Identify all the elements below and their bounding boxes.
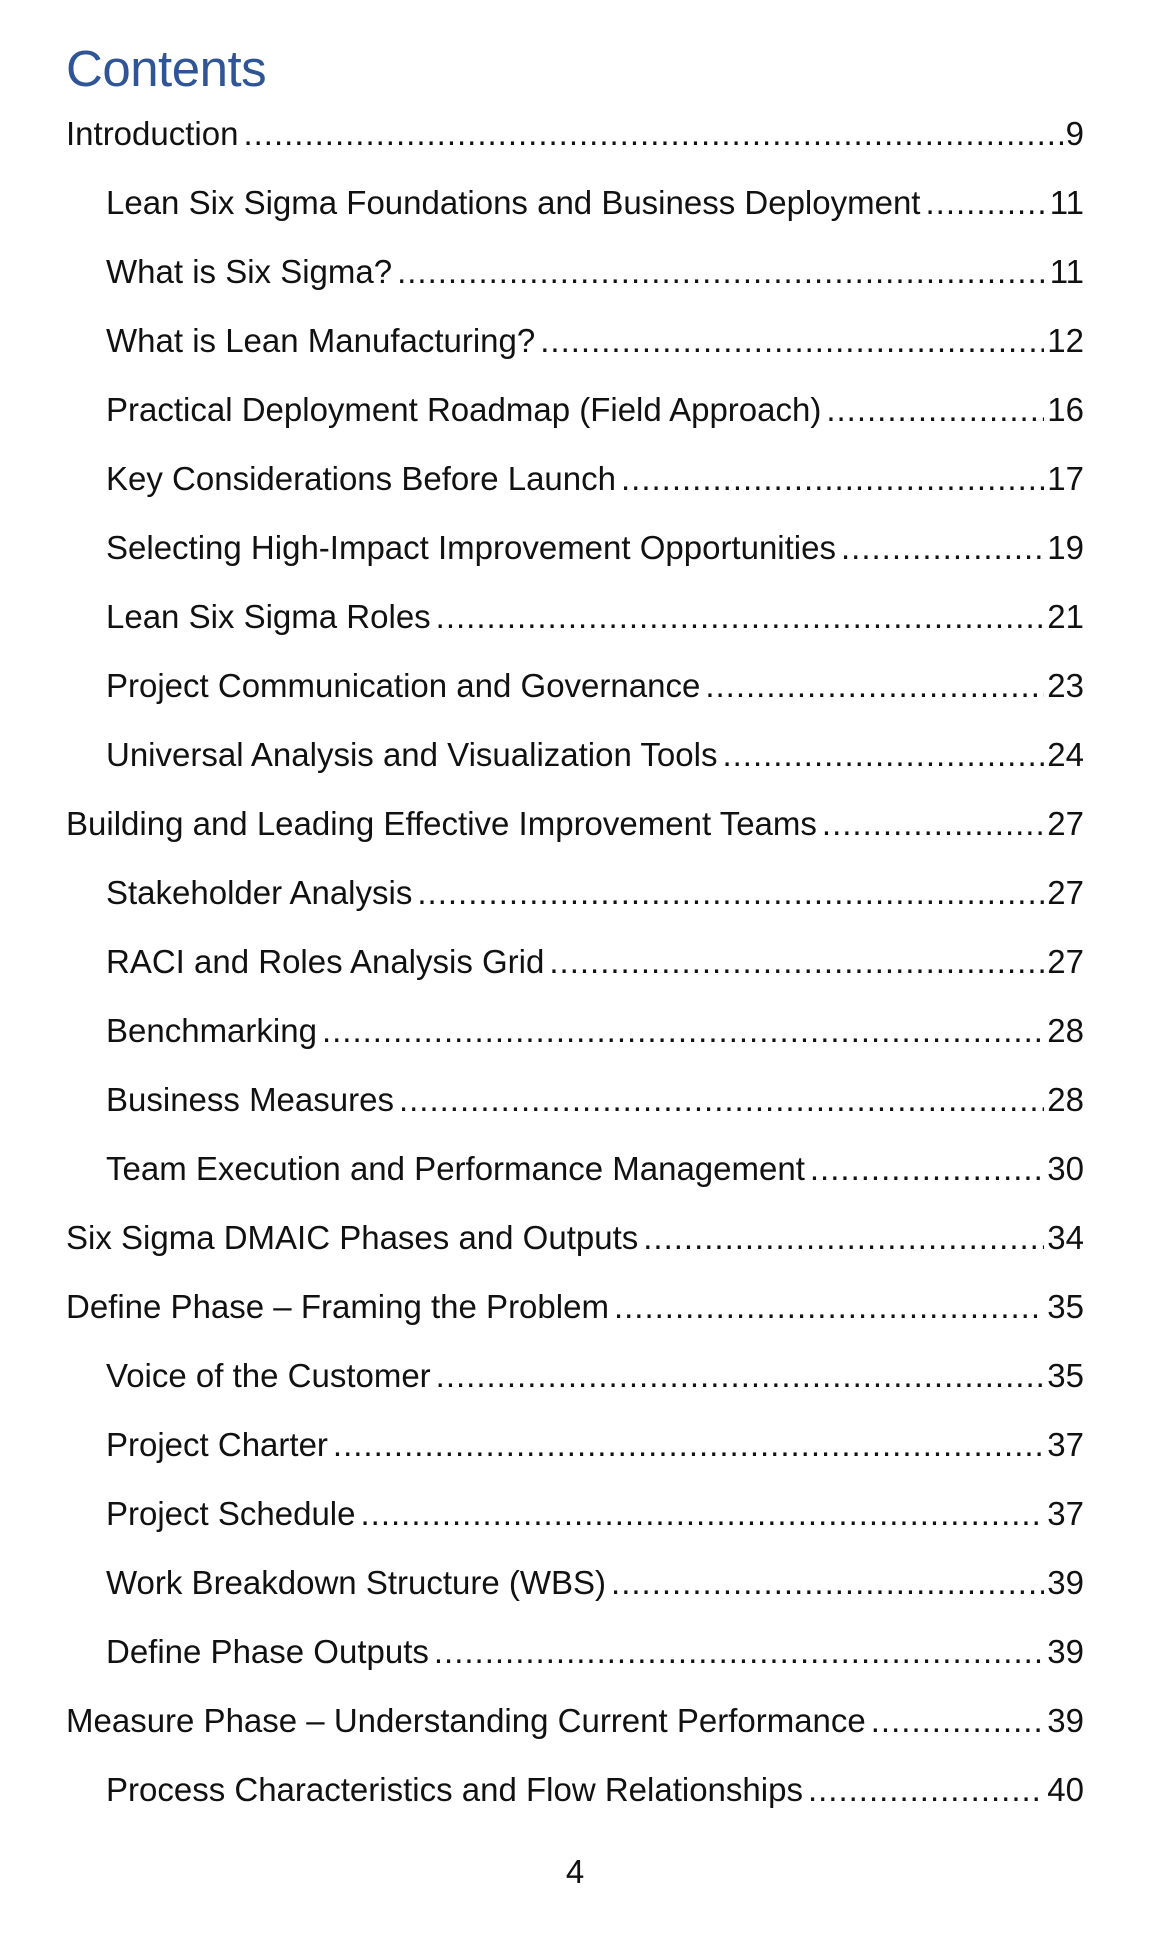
toc-entry-page: 28 bbox=[1047, 1012, 1084, 1049]
toc-dot-leader bbox=[822, 793, 1044, 855]
toc-entry-title: RACI and Roles Analysis Grid bbox=[106, 943, 545, 980]
toc-entry-title: Universal Analysis and Visualization Tools bbox=[106, 736, 718, 773]
toc-entry-title: Process Characteristics and Flow Relationships bbox=[106, 1771, 803, 1808]
toc-entry-title: Project Charter bbox=[106, 1426, 328, 1463]
toc-dot-leader bbox=[397, 241, 1047, 303]
toc-dot-leader bbox=[826, 379, 1044, 441]
toc-entry[interactable] bbox=[66, 1000, 1084, 1069]
toc-entry-title: Define Phase – Framing the Problem bbox=[66, 1288, 609, 1325]
toc-entry[interactable] bbox=[66, 1414, 1084, 1483]
toc-dot-leader bbox=[722, 724, 1044, 786]
toc-entry[interactable] bbox=[66, 1138, 1084, 1207]
toc-entry[interactable] bbox=[66, 655, 1084, 724]
toc-dot-leader bbox=[436, 586, 1045, 648]
toc-entry[interactable] bbox=[66, 448, 1084, 517]
toc-entry-page: 39 bbox=[1047, 1564, 1084, 1601]
toc-entry[interactable] bbox=[66, 241, 1084, 310]
toc-entry-page: 27 bbox=[1047, 805, 1084, 842]
toc-entry-page: 27 bbox=[1047, 874, 1084, 911]
toc-entry-page: 23 bbox=[1047, 667, 1084, 704]
toc-entry[interactable] bbox=[66, 310, 1084, 379]
toc-entry-title: What is Six Sigma? bbox=[106, 253, 393, 290]
toc-entry[interactable] bbox=[66, 1621, 1084, 1690]
toc-dot-leader bbox=[841, 517, 1044, 579]
toc-entry-page: 21 bbox=[1047, 598, 1084, 635]
toc-entry-page: 28 bbox=[1047, 1081, 1084, 1118]
page-number: 4 bbox=[565, 1853, 585, 1890]
toc-entry-title: Benchmarking bbox=[106, 1012, 317, 1049]
toc-entry-title: Work Breakdown Structure (WBS) bbox=[106, 1564, 607, 1601]
toc-dot-leader bbox=[925, 172, 1046, 234]
toc-entry[interactable] bbox=[66, 586, 1084, 655]
toc-entry-title: Selecting High-Impact Improvement Opportunities bbox=[106, 529, 836, 566]
toc-entry[interactable] bbox=[66, 1552, 1084, 1621]
toc-entry-page: 37 bbox=[1047, 1426, 1084, 1463]
toc-dot-leader bbox=[621, 448, 1044, 510]
toc-entry-page: 9 bbox=[1065, 115, 1084, 152]
toc-entry[interactable] bbox=[66, 172, 1084, 241]
toc-entry[interactable] bbox=[66, 103, 1084, 172]
document-page bbox=[66, 0, 1084, 1950]
toc-entry-page: 39 bbox=[1047, 1702, 1084, 1739]
toc-entry-page: 19 bbox=[1047, 529, 1084, 566]
toc-entry-page: 30 bbox=[1047, 1150, 1084, 1187]
toc-entry[interactable] bbox=[66, 862, 1084, 931]
toc-entry-title: Measure Phase – Understanding Current Performance bbox=[66, 1702, 866, 1739]
toc-entry-page: 35 bbox=[1047, 1288, 1084, 1325]
toc-dot-leader bbox=[808, 1759, 1044, 1821]
toc-entry-title: Introduction bbox=[66, 115, 239, 152]
toc-dot-leader bbox=[434, 1621, 1044, 1683]
toc-entry-title: Voice of the Customer bbox=[106, 1357, 431, 1394]
toc-entry-title: Team Execution and Performance Management bbox=[106, 1150, 805, 1187]
toc-entry-title: What is Lean Manufacturing? bbox=[106, 322, 536, 359]
toc-entry-title: Define Phase Outputs bbox=[106, 1633, 429, 1670]
toc-entry[interactable] bbox=[66, 1759, 1084, 1828]
toc-entry[interactable] bbox=[66, 1069, 1084, 1138]
toc-dot-leader bbox=[360, 1483, 1044, 1545]
toc-dot-leader bbox=[810, 1138, 1044, 1200]
toc-entry-page: 40 bbox=[1047, 1771, 1084, 1808]
toc-entry-page: 24 bbox=[1047, 736, 1084, 773]
toc-entry-page: 11 bbox=[1049, 184, 1084, 221]
toc-entry-page: 17 bbox=[1047, 460, 1084, 497]
toc-entry[interactable] bbox=[66, 1276, 1084, 1345]
toc-dot-leader bbox=[322, 1000, 1044, 1062]
toc-entry[interactable] bbox=[66, 379, 1084, 448]
toc-entry[interactable] bbox=[66, 1345, 1084, 1414]
toc-dot-leader bbox=[871, 1690, 1045, 1752]
toc-dot-leader bbox=[549, 931, 1044, 993]
toc-dot-leader bbox=[436, 1345, 1045, 1407]
toc-entry-page: 35 bbox=[1047, 1357, 1084, 1394]
toc-entry-title: Six Sigma DMAIC Phases and Outputs bbox=[66, 1219, 639, 1256]
toc-dot-leader bbox=[705, 655, 1044, 717]
toc-entry-page: 16 bbox=[1047, 391, 1084, 428]
toc-entry[interactable] bbox=[66, 793, 1084, 862]
toc-entry-title: Lean Six Sigma Foundations and Business Deployment bbox=[106, 184, 921, 221]
toc-entry[interactable] bbox=[66, 724, 1084, 793]
toc-dot-leader bbox=[399, 1069, 1044, 1131]
toc-entry-title: Lean Six Sigma Roles bbox=[106, 598, 431, 635]
toc-entry-title: Practical Deployment Roadmap (Field Approach) bbox=[106, 391, 822, 428]
toc-entry-page: 11 bbox=[1049, 253, 1084, 290]
toc-entry-page: 37 bbox=[1047, 1495, 1084, 1532]
toc-entry-title: Project Communication and Governance bbox=[106, 667, 701, 704]
toc-entry-title: Key Considerations Before Launch bbox=[106, 460, 616, 497]
toc-entry-page: 39 bbox=[1047, 1633, 1084, 1670]
toc-entry-title: Stakeholder Analysis bbox=[106, 874, 413, 911]
toc-entry[interactable] bbox=[66, 1690, 1084, 1759]
toc-entry-page: 34 bbox=[1047, 1219, 1084, 1256]
toc-dot-leader bbox=[540, 310, 1044, 372]
toc-entry-title: Project Schedule bbox=[106, 1495, 356, 1532]
toc-entry[interactable] bbox=[66, 931, 1084, 1000]
toc-heading: Contents bbox=[66, 40, 267, 97]
toc-dot-leader bbox=[643, 1207, 1044, 1269]
toc-entry[interactable] bbox=[66, 1207, 1084, 1276]
toc-list bbox=[66, 103, 1084, 1828]
toc-entry-title: Business Measures bbox=[106, 1081, 394, 1118]
toc-dot-leader bbox=[614, 1276, 1044, 1338]
toc-entry[interactable] bbox=[66, 517, 1084, 586]
toc-dot-leader bbox=[243, 103, 1062, 165]
toc-dot-leader bbox=[417, 862, 1044, 924]
toc-entry-title: Building and Leading Effective Improvement Teams bbox=[66, 805, 817, 842]
toc-entry-page: 27 bbox=[1047, 943, 1084, 980]
toc-dot-leader bbox=[611, 1552, 1044, 1614]
toc-dot-leader bbox=[333, 1414, 1044, 1476]
toc-entry-page: 12 bbox=[1047, 322, 1084, 359]
toc-entry[interactable] bbox=[66, 1483, 1084, 1552]
